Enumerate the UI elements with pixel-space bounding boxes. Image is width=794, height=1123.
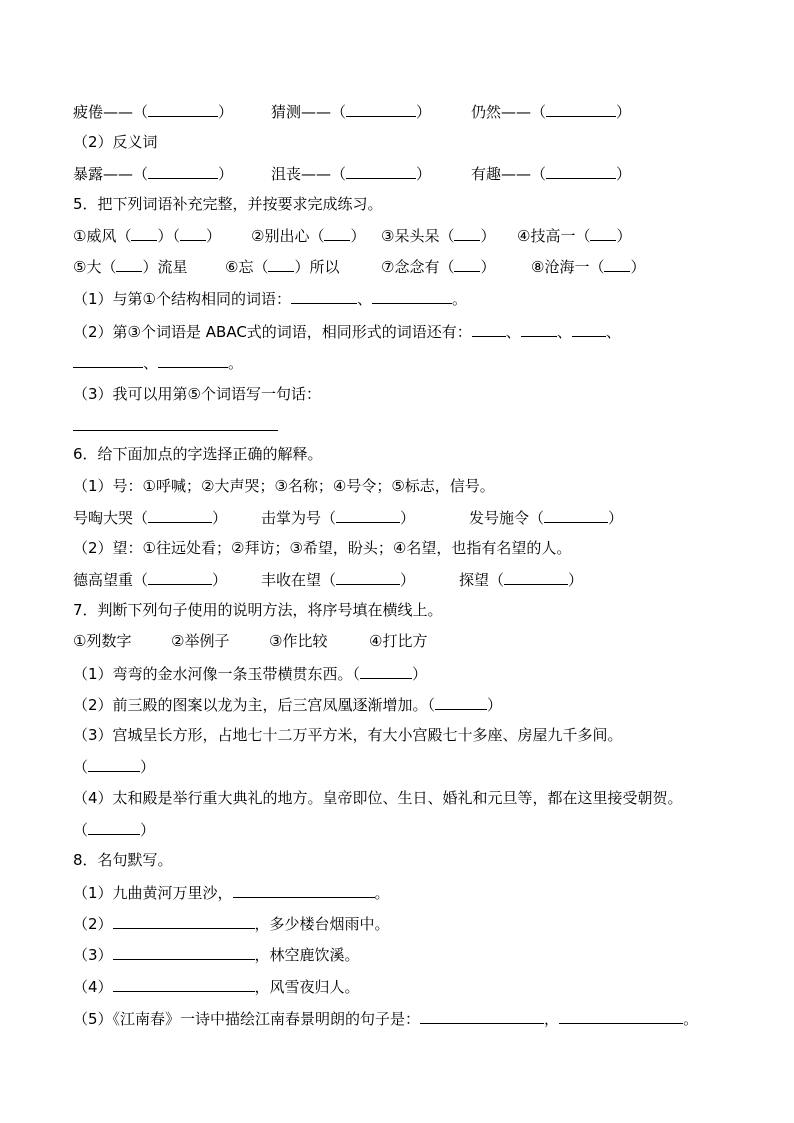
answer-blank[interactable]: [180, 225, 206, 241]
answer-blank[interactable]: [148, 101, 218, 117]
answer-blank[interactable]: [546, 101, 616, 117]
q5-heading: 5．把下列词语补充完整，并按要求完成练习。: [73, 195, 383, 213]
idiom-item: ⑧沧海一（ ）: [531, 258, 646, 276]
phrase-item: 发号施令（ ）: [469, 509, 624, 527]
idiom-item: ⑦念念有（ ）: [381, 258, 496, 276]
idiom-item: ⑤大（ ）流星: [73, 258, 188, 276]
synonym-item: 猜测——（ ）: [271, 103, 432, 121]
q5-sub2-continued: 、 。: [73, 352, 754, 373]
answer-blank[interactable]: [521, 321, 557, 337]
phrase-item: 丰收在望（ ）: [261, 571, 416, 589]
answer-blank[interactable]: [113, 944, 255, 960]
answer-blank[interactable]: [435, 694, 487, 710]
answer-blank[interactable]: [372, 288, 452, 304]
answer-blank[interactable]: [116, 256, 142, 272]
q7-s3-answer: （ ）: [73, 758, 156, 776]
antonym-item: 暴露——（ ）: [73, 165, 234, 183]
q7-s3: （3）宫城呈长方形，占地七十二万平方米，有大小宫殿七十多座、房屋九千多间。: [73, 726, 623, 744]
q7-s4: （4）太和殿是举行重大典礼的地方。皇帝即位、生日、婚礼和元旦等，都在这里接受朝贺。: [73, 789, 683, 807]
antonym-item: 有趣——（ ）: [471, 165, 632, 183]
answer-blank[interactable]: [88, 819, 140, 835]
answer-blank[interactable]: [324, 225, 350, 241]
answer-blank[interactable]: [454, 225, 480, 241]
answer-blank[interactable]: [420, 1008, 544, 1024]
idiom-item: ①威风（ ）（ ）: [73, 227, 221, 245]
answer-blank[interactable]: [148, 507, 212, 523]
q5-sub3: （3）我可以用第⑤个词语写一句话：: [73, 385, 322, 403]
answer-blank[interactable]: [131, 225, 157, 241]
q6-sub2: （2）望：①往远处看；②拜访；③希望，盼头；④名望，也指有名望的人。: [73, 539, 572, 557]
answer-blank[interactable]: [604, 256, 630, 272]
answer-blank[interactable]: [472, 321, 506, 337]
answer-blank[interactable]: [148, 163, 218, 179]
q7-s1: （1）弯弯的金水河像一条玉带横贯东西。（ ）: [73, 665, 428, 683]
answer-blank[interactable]: [504, 569, 568, 585]
answer-blank[interactable]: [88, 756, 140, 772]
q5-sub1: （1）与第①个结构相同的词语： 、 。: [73, 290, 468, 308]
phrase-item: 号啕大哭（ ）: [73, 509, 228, 527]
answer-blank[interactable]: [148, 569, 212, 585]
q7-heading: 7．判断下列句子使用的说明方法，将序号填在横线上。: [73, 601, 443, 619]
antonym-item: 沮丧——（ ）: [271, 165, 432, 183]
answer-blank[interactable]: [268, 256, 294, 272]
synonym-item: 仍然——（ ）: [471, 103, 632, 121]
q8-l3: （3） ，林空鹿饮溪。: [73, 946, 360, 964]
phrase-item: 德高望重（ ）: [73, 571, 228, 589]
synonym-item: 疲倦——（ ）: [73, 103, 234, 121]
answer-blank[interactable]: [113, 913, 255, 929]
q7-s2: （2）前三殿的图案以龙为主，后三宫凤凰逐渐增加。（ ）: [73, 696, 503, 714]
circled-number: ③: [127, 323, 141, 341]
antonym-heading: （2）反义词: [73, 133, 158, 151]
answer-blank[interactable]: [336, 507, 400, 523]
phrase-item: 击掌为号（ ）: [261, 509, 416, 527]
method-option: ①列数字: [73, 632, 132, 650]
answer-blank[interactable]: [113, 976, 255, 992]
q8-l4: （4） ，风雪夜归人。: [73, 978, 360, 996]
idiom-item: ②别出心（ ）: [251, 227, 366, 245]
circled-number: ①: [142, 290, 156, 308]
q8-l2: （2） ，多少楼台烟雨中。: [73, 915, 390, 933]
idiom-item: ④技高一（ ）: [517, 227, 632, 245]
idiom-item: ⑥忘（ ）所以: [225, 258, 340, 276]
idiom-item: ③呆头呆（ ）: [381, 227, 496, 245]
method-option: ④打比方: [369, 632, 428, 650]
q8-heading: 8．名句默写。: [73, 851, 173, 869]
sentence-writing-line[interactable]: [73, 430, 278, 431]
answer-blank[interactable]: [158, 352, 228, 368]
q8-l5: （5）《江南春》一诗中描绘江南春景明朗的句子是： ， 。: [73, 1010, 699, 1028]
answer-blank[interactable]: [559, 1008, 683, 1024]
method-option: ②举例子: [171, 632, 230, 650]
answer-blank[interactable]: [360, 663, 412, 679]
q6-heading: 6．给下面加点的字选择正确的解释。: [73, 445, 323, 463]
q6-sub1: （1）号：①呼喊；②大声哭；③名称；④号令；⑤标志，信号。: [73, 477, 495, 495]
answer-blank[interactable]: [73, 352, 143, 368]
circled-number: ⑤: [187, 385, 201, 403]
answer-blank[interactable]: [346, 101, 416, 117]
method-option: ③作比较: [269, 632, 328, 650]
answer-blank[interactable]: [546, 163, 616, 179]
phrase-item: 探望（ ）: [459, 571, 584, 589]
answer-blank[interactable]: [544, 507, 608, 523]
answer-blank[interactable]: [291, 288, 357, 304]
answer-blank[interactable]: [572, 321, 606, 337]
answer-blank[interactable]: [346, 163, 416, 179]
answer-blank[interactable]: [454, 256, 480, 272]
q7-s4-answer: （ ）: [73, 821, 156, 839]
q5-sub2: （2）第③个词语是 ABAC式的词语，相同形式的词语还有： 、 、 、: [73, 323, 621, 341]
answer-blank[interactable]: [233, 882, 375, 898]
answer-blank[interactable]: [336, 569, 400, 585]
q8-l1: （1）九曲黄河万里沙， 。: [73, 884, 390, 902]
answer-blank[interactable]: [590, 225, 616, 241]
